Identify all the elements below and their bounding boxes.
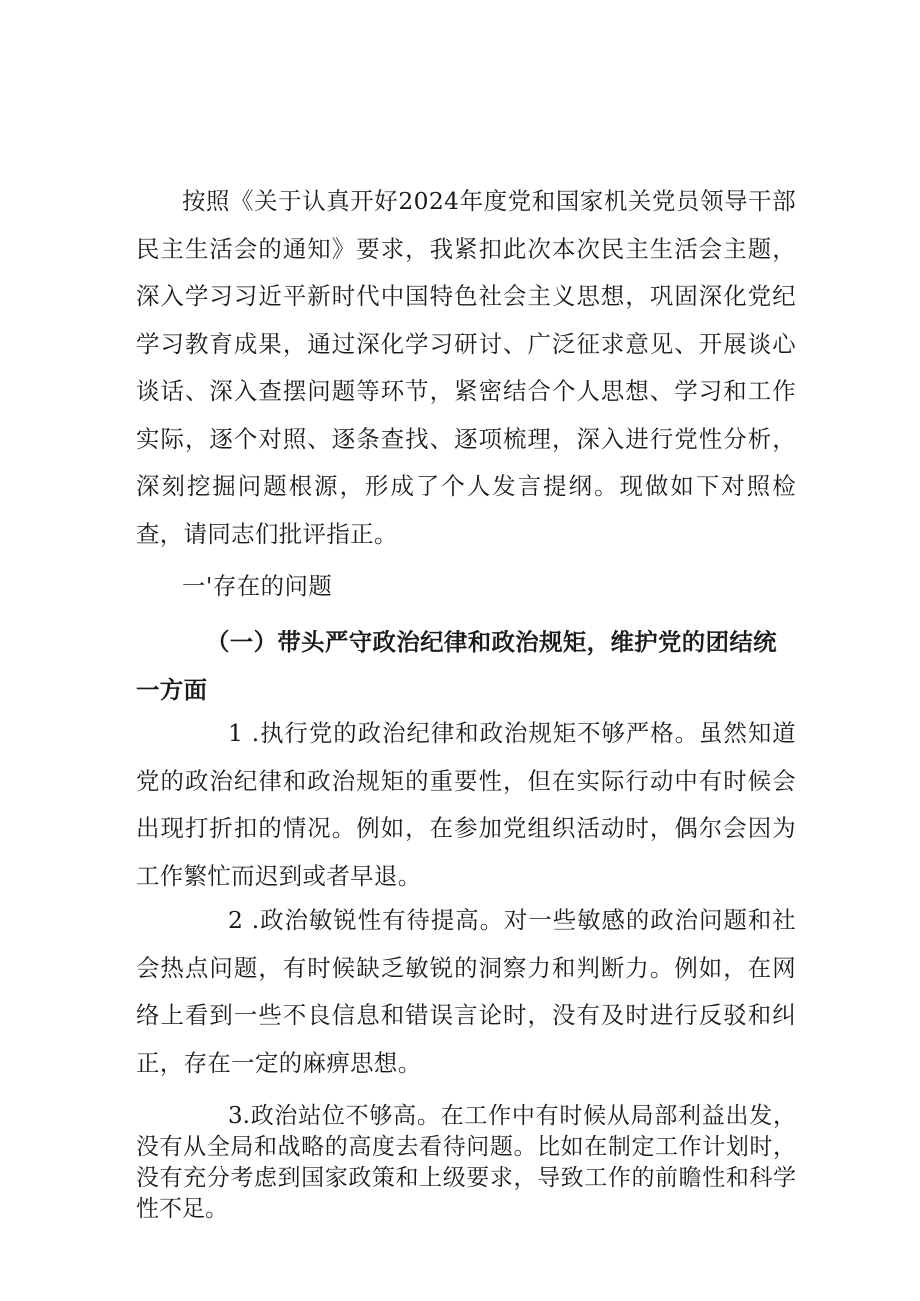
intro-paragraph: 按照《关于认真开好2024年度党和国家机关党员领导干部民主生活会的通知》要求，我紧扣此次本次民主生活会主题，深入学习习近平新时代中国特色社会主义思想，巩固深化党纪学习教育成果，通过深化学习研讨、广泛征求意见、开展谈心谈话、深入查摆问题等环节，紧密结合个人思想、学习和工作实际，逐个对照、逐条查找、逐项梳理，深入进行党性分析，深刻挖掘问题根源，形成了个人发言提纲。现做如下对照检查，请同志们批评指正。 xyxy=(136,187,796,548)
item-paragraph-1 xyxy=(136,710,796,900)
item-number: 3 xyxy=(228,1103,243,1129)
item-text: .执行党的政治纪律和政治规矩不够严格。虽然知道党的政治纪律和政治规矩的重要性，但在实际行动中有时候会出现打折扣的情况。例如，在参加党组织活动时，偶尔会因为工作繁忙而迟到或者早退。 xyxy=(136,719,796,890)
item-number: 2 xyxy=(228,906,244,934)
subsection-heading: （一）带头严守政治纪律和政治规矩，维护党的团结统一方面 xyxy=(136,628,777,704)
item-paragraph-3 xyxy=(136,1101,796,1225)
item-number: 1 xyxy=(228,719,244,747)
item-paragraph-2 xyxy=(136,897,796,1087)
section-heading: 一'存在的问题 xyxy=(182,572,333,600)
item-text: .政治敏锐性有待提高。对一些敏感的政治问题和社会热点问题，有时候缺乏敏锐的洞察力和判断力。例如，在网络上看到一些不良信息和错误言论时，没有及时进行反驳和纠正，存在一定的麻痹思想。 xyxy=(136,906,796,1077)
item-text: .政治站位不够高。在工作中有时候从局部利益出发，没有从全局和战略的高度去看待问题。比如在制定工作计划时，没有充分考虑到国家政策和上级要求，导致工作的前瞻性和科学性不足。 xyxy=(136,1103,796,1222)
